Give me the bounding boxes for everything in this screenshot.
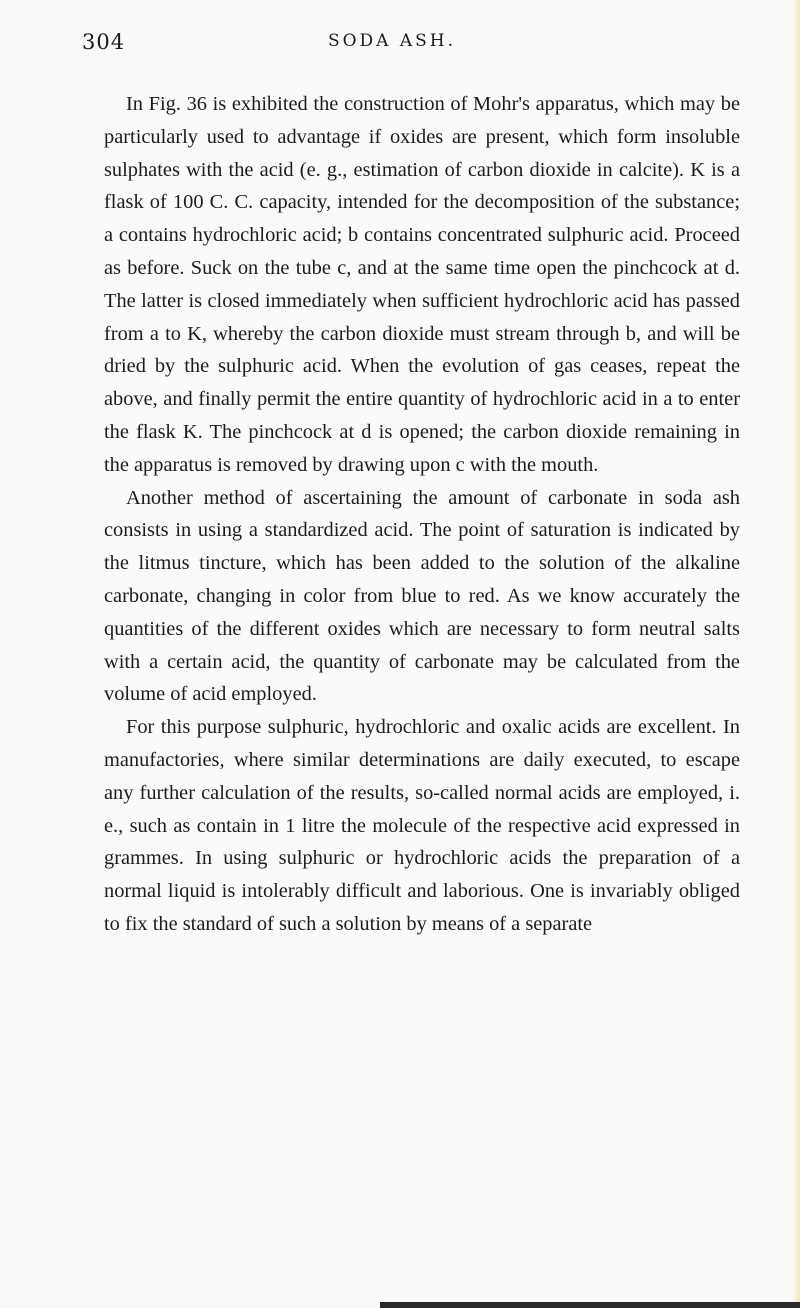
page-edge-shadow xyxy=(792,0,800,1308)
running-head: SODA ASH. xyxy=(327,31,457,51)
body-text xyxy=(104,88,740,941)
bottom-edge-rule xyxy=(380,1302,800,1308)
paragraph-standardized-acid: Another method of ascertaining the amount of carbonate in soda ash consists in using a standardized acid. The point of saturation is indicated by the litmus tincture, which has been added to the solution of the alkaline carbonate, changing in color from blue to red. As we know accurately the quantities of the different oxides which are necessary to form neutral salts with a certain acid, the quantity of carbonate may be calculated from the volume of acid employed. xyxy=(104,486,740,706)
page-header xyxy=(82,30,702,64)
page-number: 304 xyxy=(82,30,126,54)
paragraph-normal-acids: For this purpose sulphuric, hydrochloric and oxalic acids are excellent. In manufactories, where similar determinations are daily executed, to escape any further calculation of the results, so-called normal acids are employed, i. e., such as contain in 1 litre the molecule of the respective acid expressed in grammes. In using sulphuric or hydrochloric acids the preparation of a normal liquid is intolerably difficult and laborious. One is invariably obliged to fix the standard of such a solution by means of a separate xyxy=(104,716,740,935)
paragraph-mohr-apparatus: In Fig. 36 is exhibited the construction of Mohr's apparatus, which may be particularly used to advantage if oxides are present, which form insoluble sulphates with the acid (e. g., estimation of carbon dioxide in calcite). K is a flask of 100 C. C. capacity, intended for the decomposition of the substance; a contains hydrochloric acid; b contains concentrated sulphuric acid. Proceed as before. Suck on the tube c, and at the same time open the pinchcock at d. The latter is closed immediately when sufficient hydrochloric acid has passed from a to K, whereby the carbon dioxide must stream through b, and will be dried by the sulphuric acid. When the evolution of gas ceases, repeat the above, and finally permit the entire quantity of hydrochloric acid in a to enter the flask K. The pinchcock at d is opened; the carbon dioxide remaining in the apparatus is removed by drawing upon c with the mouth. xyxy=(104,93,740,476)
